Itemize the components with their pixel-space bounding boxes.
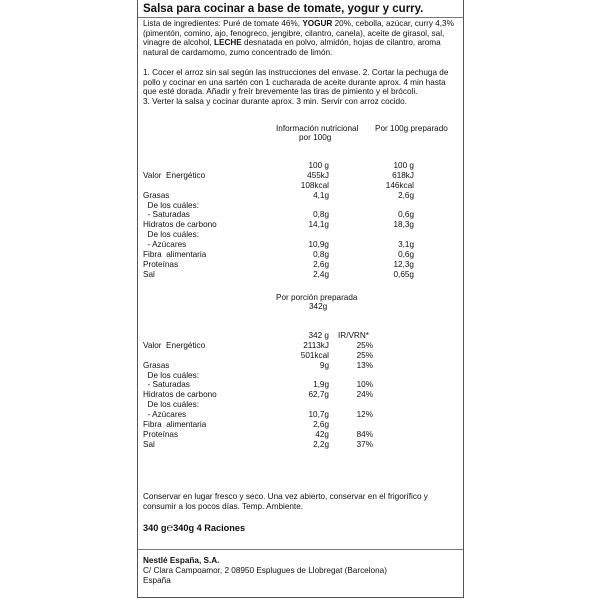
nutrient-label: Fibra alimentaria	[143, 249, 207, 259]
nutrient-label: De los cuáles:	[143, 400, 199, 410]
preparation-instructions	[143, 68, 461, 106]
nutrient-label: Grasas	[143, 360, 170, 370]
instruction-step: 3. Verter la salsa y cocinar durante aprox. 3 min. Servir con arroz cocido.	[143, 96, 407, 106]
portion-unit: 342 g	[308, 331, 329, 340]
company-name: Nestlé España, S.A.	[143, 556, 220, 565]
nutrient-label: De los cuáles:	[143, 200, 199, 210]
nutrient-value: 0,8g	[313, 249, 329, 259]
nutrient-value-prepared: 0,65g	[393, 269, 414, 279]
product-title: Salsa para cocinar a base de tomate, yogur y curry.	[143, 3, 424, 15]
company-country: España	[143, 576, 171, 585]
nutrient-value-prepared: 12,3g	[393, 259, 414, 269]
nutrient-value: 108kcal	[300, 180, 329, 190]
nutrition-header-col1-sub: por 100g	[299, 133, 332, 142]
net-weight: 340 g	[143, 523, 167, 533]
nutrient-value: 2,2g	[313, 439, 329, 449]
nutrient-label: Proteínas	[143, 259, 179, 269]
nutrient-label: Valor Energético	[143, 341, 206, 350]
nutrient-value: 2113kJ	[303, 341, 329, 350]
nutrient-label: - Saturadas	[143, 210, 190, 220]
nutrient-value: 42g	[315, 429, 329, 439]
nutrient-label: - Saturadas	[143, 380, 190, 390]
ir-vrn-label: IR/VRN*	[338, 331, 369, 340]
nutrient-ir-percent: 25%	[356, 341, 373, 350]
portion-header-sub: 342g	[309, 302, 328, 311]
storage-instructions: Conservar en lugar fresco y seco. Una vez abierto, conservar en el frigorífico y consumir a los pocos días. Temp. Ambiente.	[143, 492, 428, 511]
unit-cell: 100 g	[308, 161, 329, 170]
nutrient-value: 2,4g	[313, 269, 329, 279]
nutrient-value: 1,9g	[313, 380, 329, 390]
nutrient-value-prepared: 0,6g	[398, 249, 414, 259]
nutrient-ir-percent: 13%	[356, 360, 373, 370]
ingredients-text: Lista de ingredientes: Puré de tomate 46%,	[143, 19, 303, 28]
nutrition-header-col2: Por 100g preparado	[375, 124, 448, 133]
divider	[138, 549, 463, 550]
e-mark-icon: ℮	[166, 522, 174, 534]
nutrient-value-prepared: 0,6g	[398, 210, 414, 220]
nutrient-ir-percent: 10%	[356, 380, 373, 390]
nutrient-value: 2,6g	[313, 259, 329, 269]
nutrient-label: Proteínas	[143, 429, 179, 439]
nutrient-value: 0,8g	[313, 210, 329, 220]
nutrient-value: 14,1g	[308, 220, 329, 230]
nutrient-value: 10,9g	[308, 239, 329, 249]
ingredients-text: 20%, cebolla, azúcar, curry 4,3% (pimentón, comino, ajo, fenogreco, jengibre, cilantro, canela), aceite de girasol, sal, vinagre de alcohol,	[143, 19, 454, 48]
nutrient-value: 9g	[319, 360, 329, 370]
nutrient-value: 2,6g	[313, 419, 329, 429]
nutrient-ir-percent: 37%	[356, 439, 373, 449]
nutrient-value: 10,7g	[308, 409, 329, 419]
nutrient-value-prepared: 618kJ	[392, 171, 414, 180]
nutrient-label: De los cuáles:	[143, 230, 199, 240]
servings: 340g 4 Raciones	[173, 523, 246, 533]
nutrient-label: - Azúcares	[143, 409, 187, 419]
nutrient-value-prepared: 3,1g	[398, 239, 414, 249]
portion-header: Por porción preparada	[276, 293, 358, 302]
nutrient-ir-percent: 25%	[356, 350, 373, 360]
company-address: C/ Clara Campoamor, 2 08950 Esplugues de Llobregat (Barcelona)	[143, 566, 387, 575]
nutrient-value: 4,1g	[313, 190, 329, 200]
instruction-step: 1. Cocer el arroz sin sal según las instrucciones del envase. 2. Cortar la pechuga de pollo y cocinar en una sartén con 1 cucharada de aceite durante aprox. 4 min hasta que esté dorada. Añadir y freír brevemente las tiras de pimiento y el brócoli.	[143, 68, 449, 97]
unit-cell: 100 g	[393, 161, 414, 170]
nutrient-value-prepared: 146kcal	[385, 180, 414, 190]
nutrient-value-prepared: 2,6g	[398, 190, 414, 200]
ingredients-text: desnatada en polvo, almidón, hojas de cilantro, aroma natural de cardamomo, zumo concentrado de limón.	[143, 38, 441, 57]
nutrient-value-prepared: 18,3g	[393, 220, 414, 230]
nutrient-label: Hidratos de carbono	[143, 220, 217, 230]
nutrient-value: 62,7g	[308, 390, 329, 400]
ingredients-list	[143, 19, 461, 57]
divider	[138, 17, 463, 18]
allergen-yogur: YOGUR	[302, 19, 333, 28]
nutrient-ir-percent: 12%	[356, 409, 373, 419]
nutrient-label: Sal	[143, 269, 155, 279]
nutrient-label: Valor Energético	[143, 171, 206, 180]
nutrient-label: Sal	[143, 439, 155, 449]
nutrient-label: - Azúcares	[143, 239, 187, 249]
net-quantity	[143, 524, 245, 534]
nutrient-value: 455kJ	[307, 171, 329, 180]
nutrient-label: De los cuáles:	[143, 370, 199, 380]
nutrition-header-col1: Información nutricional	[276, 124, 359, 133]
nutrient-label: Fibra alimentaria	[143, 419, 207, 429]
nutrient-label: Hidratos de carbono	[143, 390, 217, 400]
nutrient-label: Grasas	[143, 190, 170, 200]
allergen-leche: LECHE	[214, 38, 242, 48]
nutrient-ir-percent: 24%	[356, 390, 373, 400]
nutrient-value: 501kcal	[300, 350, 329, 360]
nutrient-ir-percent: 84%	[356, 429, 373, 439]
